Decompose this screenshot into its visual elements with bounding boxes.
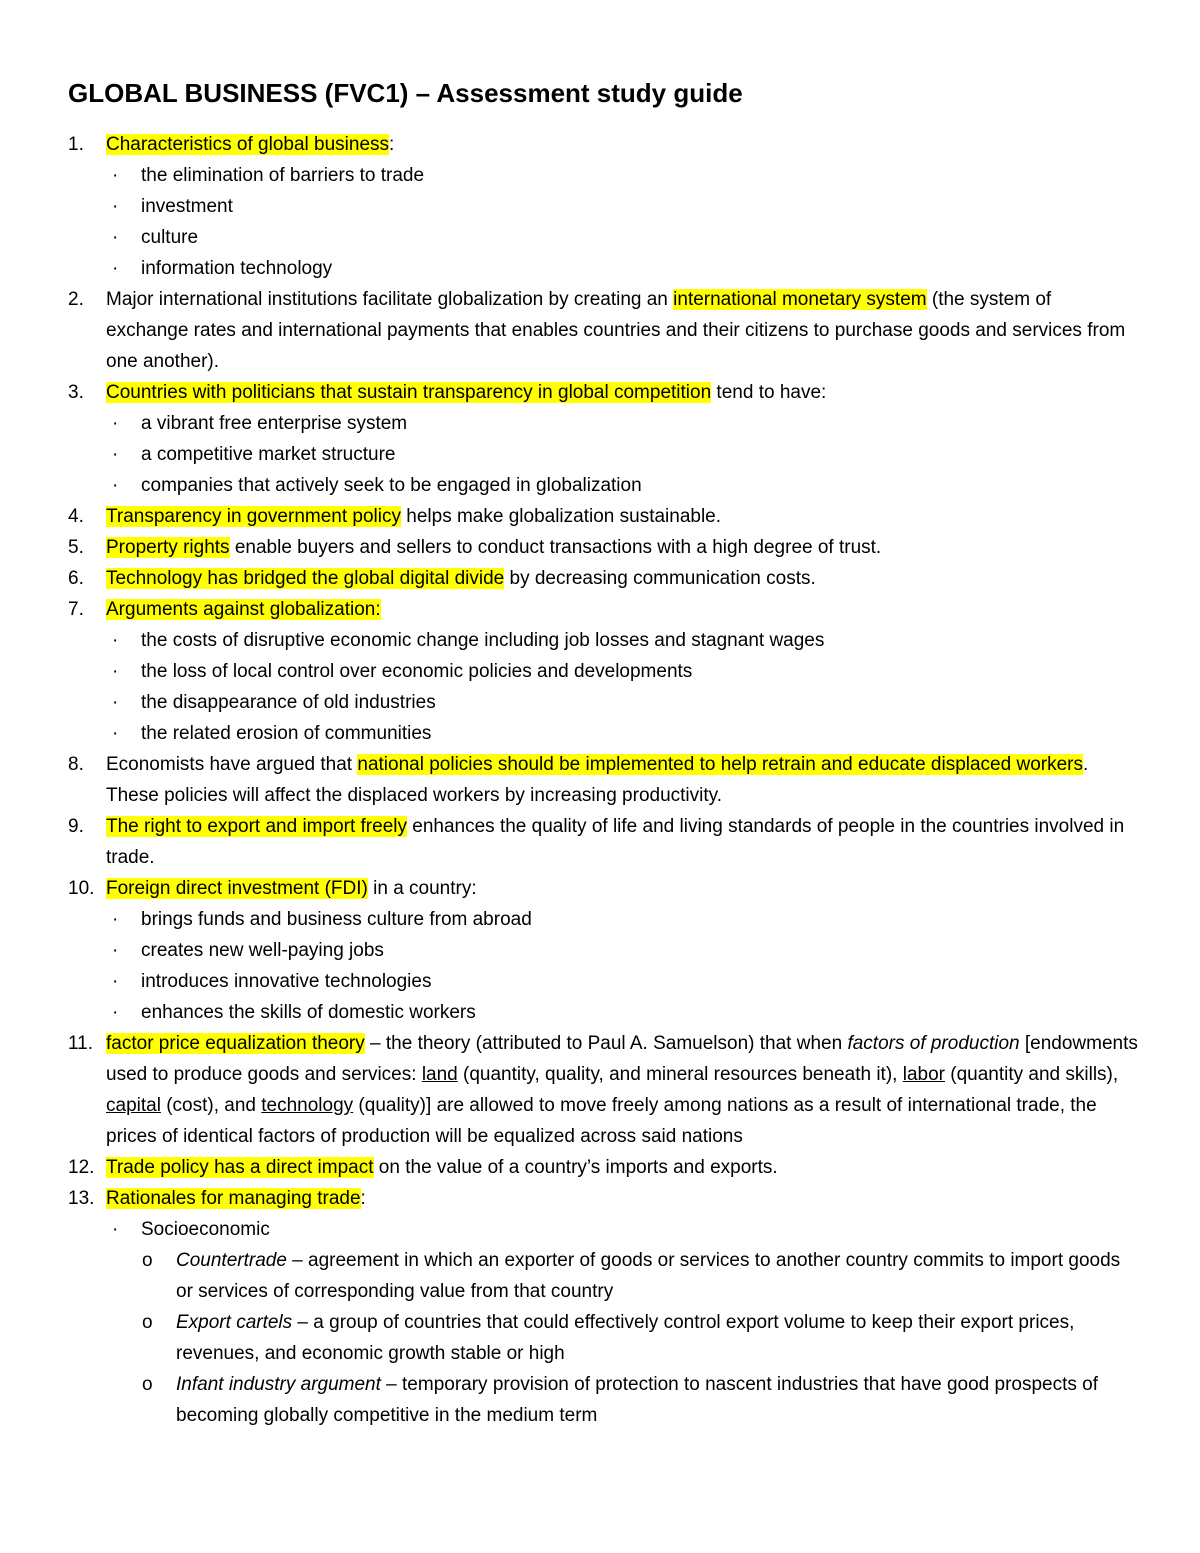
- text-segment: investment: [141, 196, 233, 217]
- item-text: [106, 599, 381, 620]
- list-item: [68, 811, 1138, 873]
- bullet-item: [68, 1214, 1138, 1245]
- list-item: [68, 501, 1138, 532]
- text-segment: in a country:: [367, 878, 477, 899]
- italic-term: Export cartels: [176, 1312, 293, 1333]
- text-segment: (quantity, quality, and mineral resources beneath it),: [457, 1064, 903, 1085]
- page-title: GLOBAL BUSINESS (FVC1) – Assessment study guide: [68, 78, 743, 108]
- item-text: [106, 1033, 1138, 1147]
- underlined-term: labor: [902, 1064, 945, 1085]
- sub-bullet-item: [68, 1307, 1138, 1369]
- list-item: [68, 377, 1138, 408]
- bullet-text: [141, 661, 692, 682]
- item-number: 1.: [68, 134, 84, 155]
- bullet-text: [141, 692, 436, 713]
- text-segment: – a group of countries that could effectively control export volume to keep their export prices, revenues, and economic growth stable or high: [176, 1312, 1075, 1364]
- bullet-item: [68, 687, 1138, 718]
- item-text: [106, 1188, 366, 1209]
- bullet-dot-icon: ·: [112, 413, 119, 434]
- text-segment: enhances the skills of domestic workers: [141, 1002, 476, 1023]
- bullet-item: [68, 625, 1138, 656]
- bullet-item: [68, 935, 1138, 966]
- text-segment: the related erosion of communities: [141, 723, 432, 744]
- highlighted-term: Arguments against globalization:: [106, 599, 381, 620]
- text-segment: enhances the quality of life and living standards of people in the countries involved in trade.: [106, 816, 1125, 868]
- text-segment: by decreasing communication costs.: [504, 568, 816, 589]
- bullet-item: [68, 253, 1138, 284]
- text-segment: culture: [141, 227, 199, 248]
- list-item: [68, 1183, 1138, 1214]
- highlighted-term: factor price equalization theory: [106, 1033, 365, 1054]
- text-segment: . These policies will affect the displaced workers by increasing productivity.: [106, 754, 1089, 806]
- bullet-dot-icon: ·: [112, 165, 119, 186]
- item-number: 13.: [68, 1188, 95, 1209]
- highlighted-term: Transparency in government policy: [106, 506, 401, 527]
- bullet-text: [141, 475, 642, 496]
- bullet-item: [68, 408, 1138, 439]
- item-text: [106, 537, 881, 558]
- bullet-dot-icon: ·: [112, 630, 119, 651]
- text-segment: helps make globalization sustainable.: [401, 506, 722, 527]
- sub-bullet-text: [176, 1374, 1098, 1426]
- item-text: [106, 506, 721, 527]
- text-segment: Socioeconomic: [141, 1219, 270, 1240]
- item-number: 9.: [68, 816, 84, 837]
- bullet-text: [141, 1002, 476, 1023]
- highlighted-term: Countries with politicians that sustain transparency in global competition: [106, 382, 712, 403]
- italic-term: Infant industry argument: [176, 1374, 381, 1395]
- bullet-text: [141, 940, 384, 961]
- bullet-item: [68, 470, 1138, 501]
- text-segment: introduces innovative technologies: [141, 971, 432, 992]
- list-item: [68, 129, 1138, 160]
- bullet-text: [141, 971, 431, 992]
- item-text: [106, 568, 816, 589]
- text-segment: the elimination of barriers to trade: [141, 165, 425, 186]
- item-text: [106, 878, 477, 899]
- item-number: 8.: [68, 754, 84, 775]
- bullet-dot-icon: ·: [112, 1219, 119, 1240]
- list-item: [68, 1152, 1138, 1183]
- bullet-dot-icon: ·: [112, 940, 119, 961]
- bullet-dot-icon: ·: [112, 723, 119, 744]
- list-item: [68, 749, 1138, 811]
- bullet-text: [141, 723, 431, 744]
- item-number: 3.: [68, 382, 84, 403]
- sub-bullet-text: [176, 1312, 1074, 1364]
- text-segment: on the value of a country’s imports and exports.: [373, 1157, 778, 1178]
- item-number: 2.: [68, 289, 84, 310]
- text-segment: – agreement in which an exporter of goods or services to another country commits to import goods or services of corresponding value from that country: [176, 1250, 1121, 1302]
- bullet-dot-icon: ·: [112, 692, 119, 713]
- list-item: [68, 873, 1138, 904]
- bullet-text: [141, 258, 332, 279]
- item-number: 5.: [68, 537, 84, 558]
- text-segment: Economists have argued that: [106, 754, 358, 775]
- bullet-item: [68, 222, 1138, 253]
- italic-term: Countertrade: [176, 1250, 287, 1271]
- text-segment: enable buyers and sellers to conduct transactions with a high degree of trust.: [229, 537, 882, 558]
- bullet-item: [68, 191, 1138, 222]
- bullet-text: [141, 1219, 270, 1240]
- item-number: 7.: [68, 599, 84, 620]
- text-segment: brings funds and business culture from abroad: [141, 909, 532, 930]
- bullet-item: [68, 656, 1138, 687]
- text-segment: Major international institutions facilitate globalization by creating an: [106, 289, 674, 310]
- bullet-item: [68, 718, 1138, 749]
- bullet-item: [68, 997, 1138, 1028]
- underlined-term: technology: [261, 1095, 354, 1116]
- highlighted-term: Foreign direct investment (FDI): [106, 878, 368, 899]
- bullet-item: [68, 966, 1138, 997]
- bullet-item: [68, 904, 1138, 935]
- text-segment: – temporary provision of protection to nascent industries that have good prospects of becoming globally competitive in the medium term: [176, 1374, 1099, 1426]
- bullet-dot-icon: ·: [112, 227, 119, 248]
- item-number: 4.: [68, 506, 84, 527]
- list-item: [68, 594, 1138, 625]
- text-segment: :: [389, 134, 395, 155]
- bullet-dot-icon: ·: [112, 909, 119, 930]
- highlighted-term: Technology has bridged the global digital divide: [106, 568, 505, 589]
- highlighted-term: The right to export and import freely: [106, 816, 407, 837]
- highlighted-term: international monetary system: [673, 289, 927, 310]
- bullet-text: [141, 413, 407, 434]
- item-text: [106, 1157, 778, 1178]
- text-segment: a vibrant free enterprise system: [141, 413, 408, 434]
- text-segment: [endowments used to produce goods and services:: [106, 1033, 1138, 1085]
- study-guide-list: [68, 129, 1138, 1431]
- text-segment: :: [360, 1188, 366, 1209]
- bullet-text: [141, 196, 233, 217]
- circle-bullet-icon: o: [142, 1312, 153, 1333]
- item-number: 10.: [68, 878, 95, 899]
- text-segment: the loss of local control over economic policies and developments: [141, 661, 693, 682]
- item-number: 11.: [68, 1033, 94, 1054]
- text-segment: companies that actively seek to be engaged in globalization: [141, 475, 642, 496]
- bullet-dot-icon: ·: [112, 971, 119, 992]
- bullet-text: [141, 630, 824, 651]
- item-text: [106, 754, 1088, 806]
- sub-bullet-item: [68, 1369, 1138, 1431]
- sub-bullet-text: [176, 1250, 1120, 1302]
- text-segment: a competitive market structure: [141, 444, 396, 465]
- list-item: [68, 1028, 1138, 1152]
- text-segment: (quantity and skills),: [944, 1064, 1119, 1085]
- list-item: [68, 532, 1138, 563]
- bullet-dot-icon: ·: [112, 475, 119, 496]
- underlined-term: land: [421, 1064, 458, 1085]
- underlined-term: capital: [106, 1095, 161, 1116]
- highlighted-term: national policies should be implemented to help retrain and educate displaced workers: [357, 754, 1083, 775]
- text-segment: tend to have:: [711, 382, 827, 403]
- bullet-text: [141, 909, 532, 930]
- text-segment: creates new well-paying jobs: [141, 940, 384, 961]
- bullet-text: [141, 227, 198, 248]
- item-text: [106, 816, 1124, 868]
- circle-bullet-icon: o: [142, 1250, 153, 1271]
- bullet-dot-icon: ·: [112, 661, 119, 682]
- highlighted-term: Property rights: [106, 537, 230, 558]
- list-item: [68, 284, 1138, 377]
- text-segment: information technology: [141, 258, 333, 279]
- highlighted-term: Rationales for managing trade: [106, 1188, 361, 1209]
- text-segment: – the theory (attributed to Paul A. Samuelson) that when: [364, 1033, 848, 1054]
- circle-bullet-icon: o: [142, 1374, 153, 1395]
- bullet-dot-icon: ·: [112, 196, 119, 217]
- list-item: [68, 563, 1138, 594]
- bullet-dot-icon: ·: [112, 444, 119, 465]
- bullet-item: [68, 439, 1138, 470]
- text-segment: (cost), and: [160, 1095, 262, 1116]
- italic-term: factors of production: [847, 1033, 1020, 1054]
- text-segment: (quality)] are allowed to move freely among nations as a result of international trade, the prices of identical factors of production will be equalized across said nations: [106, 1095, 1097, 1147]
- item-number: 12.: [68, 1157, 95, 1178]
- bullet-text: [141, 444, 395, 465]
- bullet-dot-icon: ·: [112, 258, 119, 279]
- item-text: [106, 134, 394, 155]
- bullet-item: [68, 160, 1138, 191]
- item-text: [106, 382, 826, 403]
- text-segment: (the system of exchange rates and international payments that enables countries and their citizens to purchase goods and services from one another).: [106, 289, 1126, 372]
- item-text: [106, 289, 1125, 372]
- highlighted-term: Trade policy has a direct impact: [106, 1157, 374, 1178]
- bullet-text: [141, 165, 424, 186]
- highlighted-term: Characteristics of global business: [106, 134, 390, 155]
- sub-bullet-item: [68, 1245, 1138, 1307]
- text-segment: the disappearance of old industries: [141, 692, 436, 713]
- text-segment: the costs of disruptive economic change including job losses and stagnant wages: [141, 630, 825, 651]
- item-number: 6.: [68, 568, 84, 589]
- bullet-dot-icon: ·: [112, 1002, 119, 1023]
